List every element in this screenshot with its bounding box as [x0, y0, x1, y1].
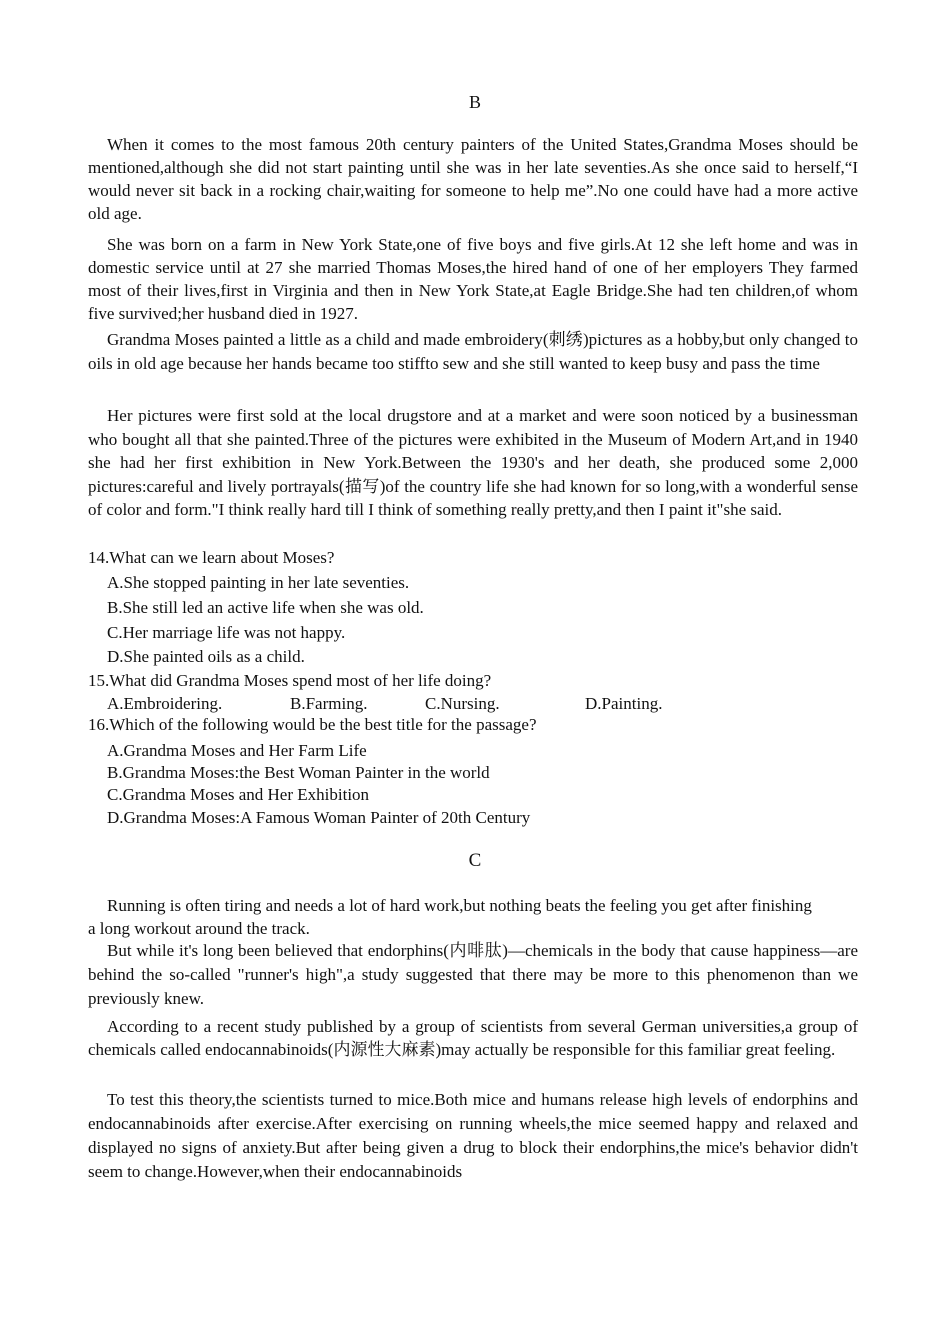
question-14-option-d: D.She painted oils as a child.	[107, 647, 305, 666]
question-15-option-a: A.Embroidering.	[107, 694, 223, 713]
question-15-stem: 15.What did Grandma Moses spend most of her life doing?	[88, 671, 492, 690]
question-14-option-c: C.Her marriage life was not happy.	[107, 623, 346, 642]
question-16-option-d: D.Grandma Moses:A Famous Woman Painter of 20th Century	[107, 808, 531, 827]
question-14-option-b: B.She still led an active life when she was old.	[107, 598, 424, 617]
section-c-paragraph-2: But while it's long been believed that endorphins(内啡肽)—chemicals in the body that cause happiness—are behind the so-called "runner's high",a study suggested that there may be more to this phenomenon than we previously knew.	[88, 941, 858, 1008]
section-c-paragraph-1: Running is often tiring and needs a lot of hard work,but nothing beats the feeling you get after finishing a long workout around the track.	[88, 896, 812, 938]
section-b-title: B	[468, 92, 481, 112]
section-b-paragraph-2: She was born on a farm in New York State,one of five boys and five girls.At 12 she left home and was in domestic service until at 27 she married Thomas Moses,the hired hand of one of her employers They farmed most of their lives,first in Virginia and then in New York State,at Eagle Bridge.She had ten children,of whom five survived;her husband died in 1927.	[88, 235, 858, 323]
question-16-option-a: A.Grandma Moses and Her Farm Life	[107, 741, 367, 760]
question-15-option-c: C.Nursing.	[425, 694, 500, 713]
question-15-options	[107, 693, 707, 715]
section-c-paragraph-3: According to a recent study published by a group of scientists from several German universities,a group of chemicals called endocannabinoids(内源性大麻素)may actually be responsible for this familiar great feeling.	[88, 1017, 858, 1059]
section-b-paragraph-3: Grandma Moses painted a little as a child and made embroidery(刺绣)pictures as a hobby,but only changed to oils in old age because her hands became too stiffto sew and she still wanted to keep busy and pass the time	[88, 330, 858, 373]
question-16-option-c: C.Grandma Moses and Her Exhibition	[107, 785, 370, 804]
question-15-option-d: D.Painting.	[585, 694, 663, 713]
section-b-paragraph-1: When it comes to the most famous 20th century painters of the United States,Grandma Moses should be mentioned,although she did not start painting until she was in her late seventies.As she once said to herself,“I would never sit back in a rocking chair,waiting for someone to help me”.No one could have had a more active old age.	[88, 135, 858, 223]
question-14-stem: 14.What can we learn about Moses?	[88, 548, 335, 567]
section-b-paragraph-4: Her pictures were first sold at the local drugstore and at a market and were soon noticed by a businessman who bought all that she painted.Three of the pictures were exhibited in the Museum of Modern Art,and in 1940 she had her first exhibition in New York.Between the 1930's and her death, she produced some 2,000 pictures:careful and lively portrayals(描写)of the country life she had known for so long,with a wonderful sense of color and form."I think really hard till I think of something really pretty,and then I paint it"she said.	[88, 406, 858, 519]
question-15-option-b: B.Farming.	[290, 694, 368, 713]
question-16-option-b: B.Grandma Moses:the Best Woman Painter in the world	[107, 763, 490, 782]
section-c-title: C	[468, 850, 482, 871]
question-16-stem: 16.Which of the following would be the best title for the passage?	[88, 715, 537, 734]
question-14-option-a: A.She stopped painting in her late seventies.	[107, 573, 410, 592]
section-c-paragraph-4: To test this theory,the scientists turned to mice.Both mice and humans release high levels of endorphins and endocannabinoids after exercise.After exercising on running wheels,the mice seemed happy and relaxed and displayed no signs of anxiety.But after being given a drug to block their endorphins,the mice's behavior didn't seem to change.However,when their endocannabinoids	[88, 1090, 858, 1181]
